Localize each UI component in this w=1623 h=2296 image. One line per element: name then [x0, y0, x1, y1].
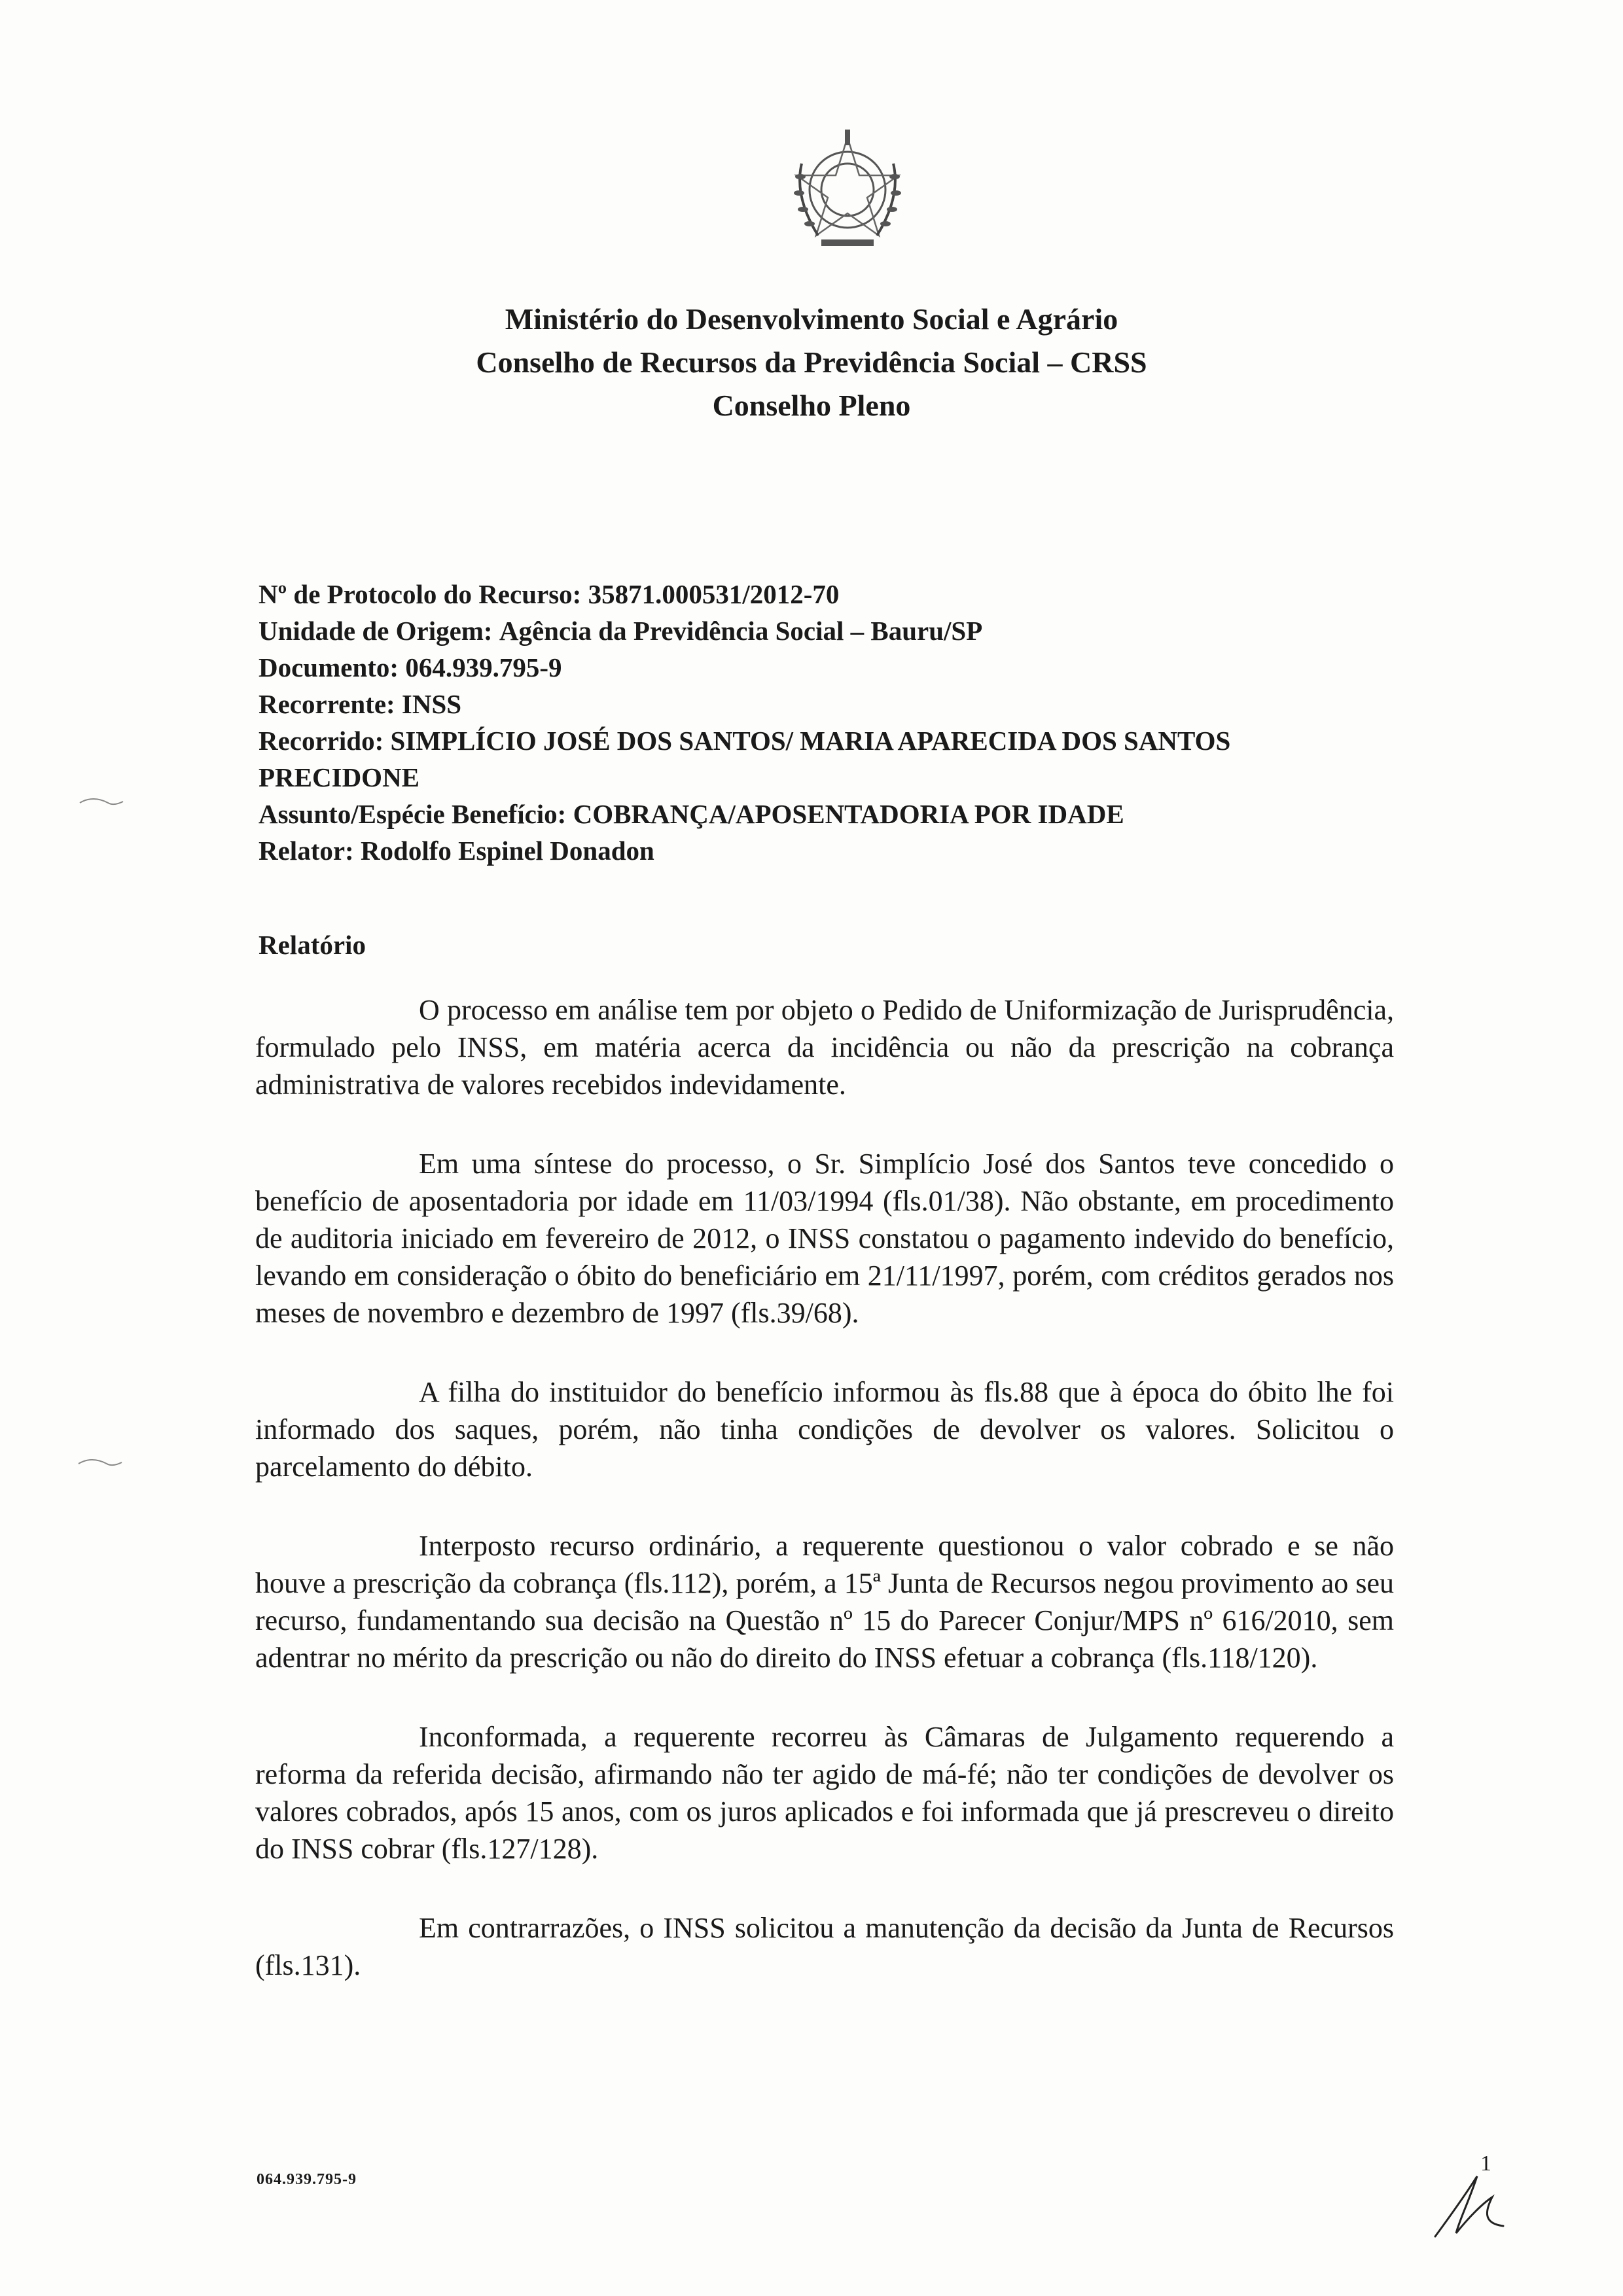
section-title: Relatório	[259, 930, 366, 960]
protocol-row	[259, 576, 1384, 612]
paragraph: Em contrarrazões, o INSS solicitou a manutenção da decisão da Junta de Recursos (fls.131).	[255, 1912, 1394, 1981]
respondent-label: Recorrido:	[259, 726, 384, 756]
appellant-row	[259, 686, 1384, 722]
appellant-value: INSS	[401, 689, 462, 719]
respondent-value-line2: PRECIDONE	[259, 762, 420, 792]
appellant-label: Recorrente:	[259, 689, 395, 719]
board-name: Conselho Pleno	[712, 389, 911, 422]
respondent-row-continued	[259, 759, 1384, 796]
rapporteur-value: Rodolfo Espinel Donadon	[360, 836, 654, 866]
respondent-value-line1: SIMPLÍCIO JOSÉ DOS SANTOS/ MARIA APARECIDA DOS SANTOS	[390, 726, 1231, 756]
scan-mark	[77, 1456, 123, 1469]
council-name: Conselho de Recursos da Previdência Social – CRSS	[476, 345, 1147, 379]
paragraph: O processo em análise tem por objeto o Pedido de Uniformização de Jurisprudência, formulado pelo INSS, em matéria acerca da incidência ou não da prescrição na cobrança administrativa de valores recebidos indevidamente.	[255, 994, 1394, 1101]
subject-row	[259, 796, 1384, 832]
letterhead	[0, 298, 1623, 427]
subject-value: COBRANÇA/APOSENTADORIA POR IDADE	[573, 799, 1124, 829]
protocol-value: 35871.000531/2012-70	[588, 579, 840, 609]
paragraph: Em uma síntese do processo, o Sr. Simplício José dos Santos teve concedido o benefício de aposentadoria por idade em 11/03/1994 (fls.01/38). Não obstante, em procedimento de auditoria iniciado em fevereiro de 2012, o INSS constatou o pagamento indevido do benefício, levando em consideração o óbito do beneficiário em 21/11/1997, porém, com créditos gerados nos meses de novembro e dezembro de 1997 (fls.39/68).	[255, 1148, 1394, 1329]
respondent-row	[259, 722, 1384, 759]
protocol-label: Nº de Protocolo do Recurso:	[259, 579, 582, 609]
scan-mark	[79, 795, 124, 808]
case-info	[259, 576, 1384, 869]
paragraph: Inconformada, a requerente recorreu às Câmaras de Julgamento requerendo a reforma da referida decisão, afirmando não ter agido de má-fé; não ter condições de devolver os valores cobrados, após 15 anos, com os juros aplicados e foi informada que já prescreveu o direito do INSS cobrar (fls.127/128).	[255, 1721, 1394, 1865]
initials-signature	[1430, 2171, 1508, 2243]
document-label: Documento:	[259, 652, 399, 682]
footer-document-number: 064.939.795-9	[257, 2171, 357, 2188]
rapporteur-row	[259, 832, 1384, 869]
paragraph: Interposto recurso ordinário, a requerente questionou o valor cobrado e se não houve a prescrição da cobrança (fls.112), porém, a 15ª Junta de Recursos negou provimento ao seu recurso, fundamentando sua decisão na Questão nº 15 do Parecer Conjur/MPS nº 616/2010, sem adentrar no mérito da prescrição ou não do direito do INSS efetuar a cobrança (fls.118/120).	[255, 1530, 1394, 1674]
coat-of-arms-emblem	[782, 124, 913, 265]
origin-row	[259, 612, 1384, 649]
origin-value: Agência da Previdência Social – Bauru/SP	[499, 616, 983, 646]
subject-label: Assunto/Espécie Benefício:	[259, 799, 567, 829]
paragraph: A filha do instituidor do benefício informou às fls.88 que à época do óbito lhe foi informado dos saques, porém, não tinha condições de devolver os valores. Solicitou o parcelamento do débito.	[255, 1376, 1394, 1483]
rapporteur-label: Relator:	[259, 836, 354, 866]
document-row	[259, 649, 1384, 686]
report-body	[255, 991, 1394, 2026]
origin-label: Unidade de Origem:	[259, 616, 493, 646]
ministry-name: Ministério do Desenvolvimento Social e Agrário	[505, 302, 1118, 336]
document-value: 064.939.795-9	[405, 652, 562, 682]
page-number: 1	[1480, 2151, 1491, 2176]
